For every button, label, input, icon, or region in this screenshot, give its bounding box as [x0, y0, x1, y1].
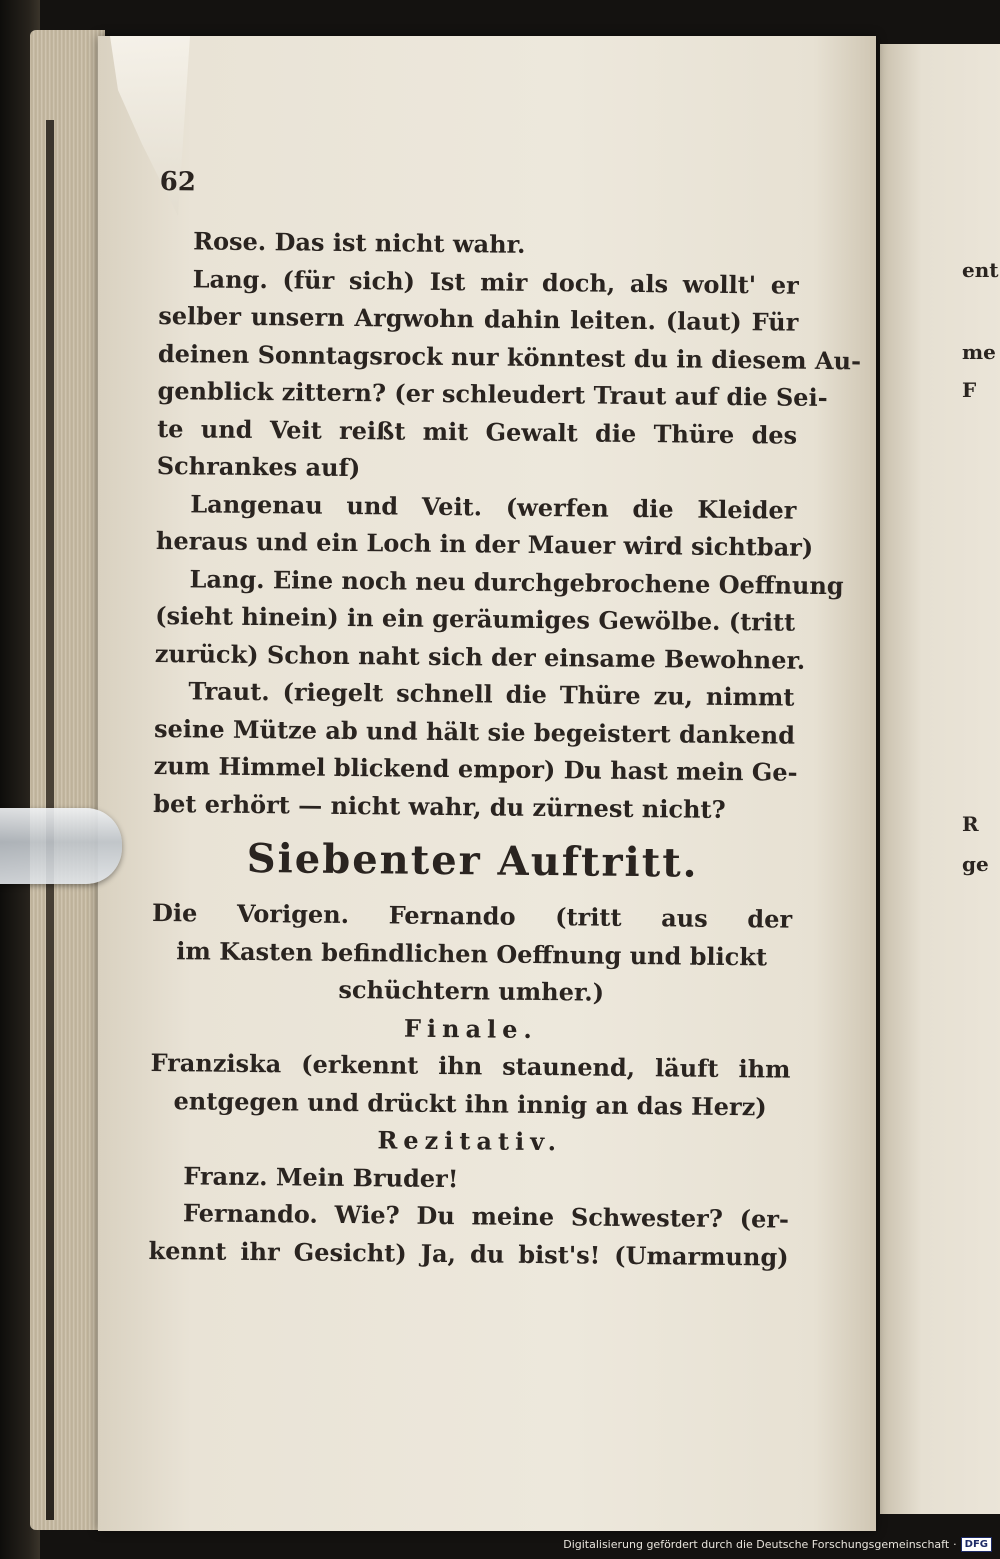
dfg-logo: DFG — [961, 1537, 992, 1552]
text-line: schüchtern umher.) — [338, 974, 605, 1007]
facing-page-fragment: ent — [962, 258, 999, 282]
text-line: heraus und ein Loch in der Mauer wird sichtbar) — [155, 525, 814, 562]
text-line: Lang. (für sich) Ist mir doch, als wollt' er — [192, 263, 799, 300]
text-line: zurück) Schon naht sich der einsame Bewohner. — [154, 638, 806, 675]
text-line: kennt ihr Gesicht) Ja, du bist's! (Umarmung) — [148, 1235, 789, 1272]
page-stack — [30, 30, 105, 1530]
text-line: im Kasten befindlichen Oeffnung und blickt — [176, 935, 768, 971]
facing-page-fragment: me — [962, 340, 996, 364]
text-line: Rezitativ. — [377, 1125, 563, 1157]
text-block-scene — [153, 222, 862, 829]
text-line: seine Mütze ab und hält sie begeistert dankend — [153, 713, 796, 750]
text-line: Franziska (erkennt ihn staunend, läuft ihm — [150, 1047, 791, 1084]
text-line: Schrankes auf) — [156, 450, 361, 483]
page-number: 62 — [159, 166, 197, 198]
scene-heading: Siebenter Auftritt. — [246, 834, 699, 887]
page-text — [148, 160, 862, 1276]
facing-page-fragment: R — [962, 812, 979, 836]
text-block-next-scene — [148, 894, 792, 1276]
text-line: deinen Sonntagsrock nur könntest du in diesem Au- — [157, 338, 862, 375]
text-line: Die Vorigen. Fernando (tritt aus der — [151, 897, 793, 934]
text-line: zum Himmel blickend empor) Du hast mein Ge- — [153, 750, 798, 787]
text-line: Rose. Das ist nicht wahr. — [193, 226, 526, 259]
text-line: (sieht hinein) in ein geräumiges Gewölbe. (tritt — [155, 600, 796, 637]
facing-page-fragment: ge — [962, 852, 989, 876]
text-line: Langenau und Veit. (werfen die Kleider — [190, 488, 797, 525]
text-line: Franz. Mein Bruder! — [183, 1160, 459, 1193]
text-line: bet erhört — nicht wahr, du zürnest nicht? — [153, 788, 726, 824]
page-holder-clip — [0, 808, 122, 884]
text-line: Lang. Eine noch neu durchgebrochene Oeffnung — [189, 563, 844, 600]
footer-credit: Digitalisierung gefördert durch die Deutsche Forschungsgemeinschaft · DFG — [563, 1535, 992, 1553]
text-line: te und Veit reißt mit Gewalt die Thüre des — [157, 413, 798, 450]
text-line: Fernando. Wie? Du meine Schwester? (er- — [182, 1198, 790, 1234]
text-line: Traut. (riegelt schnell die Thüre zu, nimmt — [188, 676, 795, 712]
text-line: genblick zittern? (er schleudert Traut auf die Sei- — [157, 375, 828, 413]
footer-credit-text: Digitalisierung gefördert durch die Deutsche Forschungsgemeinschaft — [563, 1537, 950, 1551]
text-line: selber unsern Argwohn dahin leiten. (laut) Für — [158, 300, 799, 337]
facing-page-fragment: F — [962, 378, 977, 402]
text-line: entgegen und drückt ihn innig an das Herz) — [173, 1085, 767, 1121]
text-line: Finale. — [403, 1013, 539, 1044]
